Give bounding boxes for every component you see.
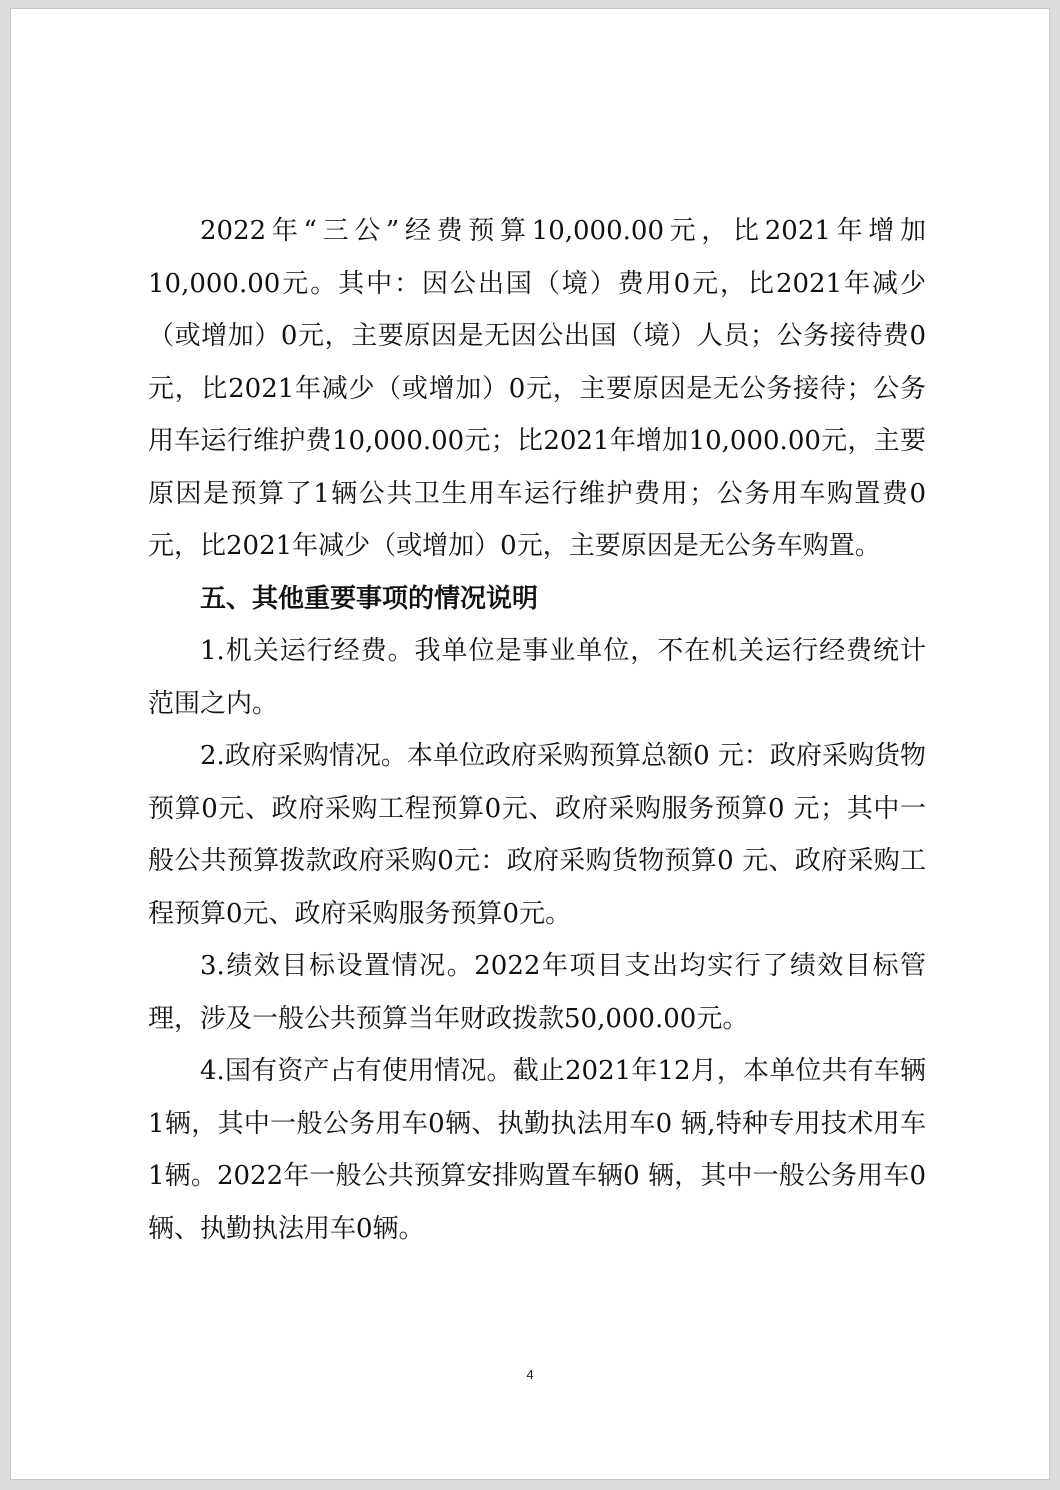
paragraph-government-procurement: 2.政府采购情况。本单位政府采购预算总额0 元：政府采购货物预算0元、政府采购工程预算0元、政府采购服务预算0 元；其中一般公共预算拨款政府采购0元：政府采购货物预算0 元、政府采购工程预算0元、政府采购服务预算0元。 xyxy=(148,741,926,929)
page-number: 4 xyxy=(526,1367,534,1382)
paragraph-sangong-budget: 2022年“三公”经费预算10,000.00元，比2021年增加10,000.00元。其中：因公出国（境）费用0元，比2021年减少（或增加）0元，主要原因是无因公出国（境）人员；公务接待费0元，比2021年减少（或增加）0元，主要原因是无公务接待；公务用车运行维护费10,000.00元；比2021年增加10,000.00元，主要原因是预算了1辆公共卫生用车运行维护费用；公务用车购置费0元，比2021年减少（或增加）0元，主要原因是无公务车购置。 xyxy=(148,216,926,561)
paragraph-performance-targets: 3.绩效目标设置情况。2022年项目支出均实行了绩效目标管理，涉及一般公共预算当年财政拨款50,000.00元。 xyxy=(148,951,926,1034)
document-body xyxy=(148,205,926,1255)
paragraph-operating-expenses: 1.机关运行经费。我单位是事业单位，不在机关运行经费统计范围之内。 xyxy=(148,636,926,719)
paragraph-state-assets: 4.国有资产占有使用情况。截止2021年12月，本单位共有车辆1辆，其中一般公务用车0辆、执勤执法用车0 辆,特种专用技术用车1辆。2022年一般公共预算安排购置车辆0 辆，其中一般公务用车0 辆、执勤执法用车0辆。 xyxy=(148,1056,926,1244)
document-page xyxy=(10,8,1050,1480)
section-heading-other-matters: 五、其他重要事项的情况说明 xyxy=(200,583,539,614)
